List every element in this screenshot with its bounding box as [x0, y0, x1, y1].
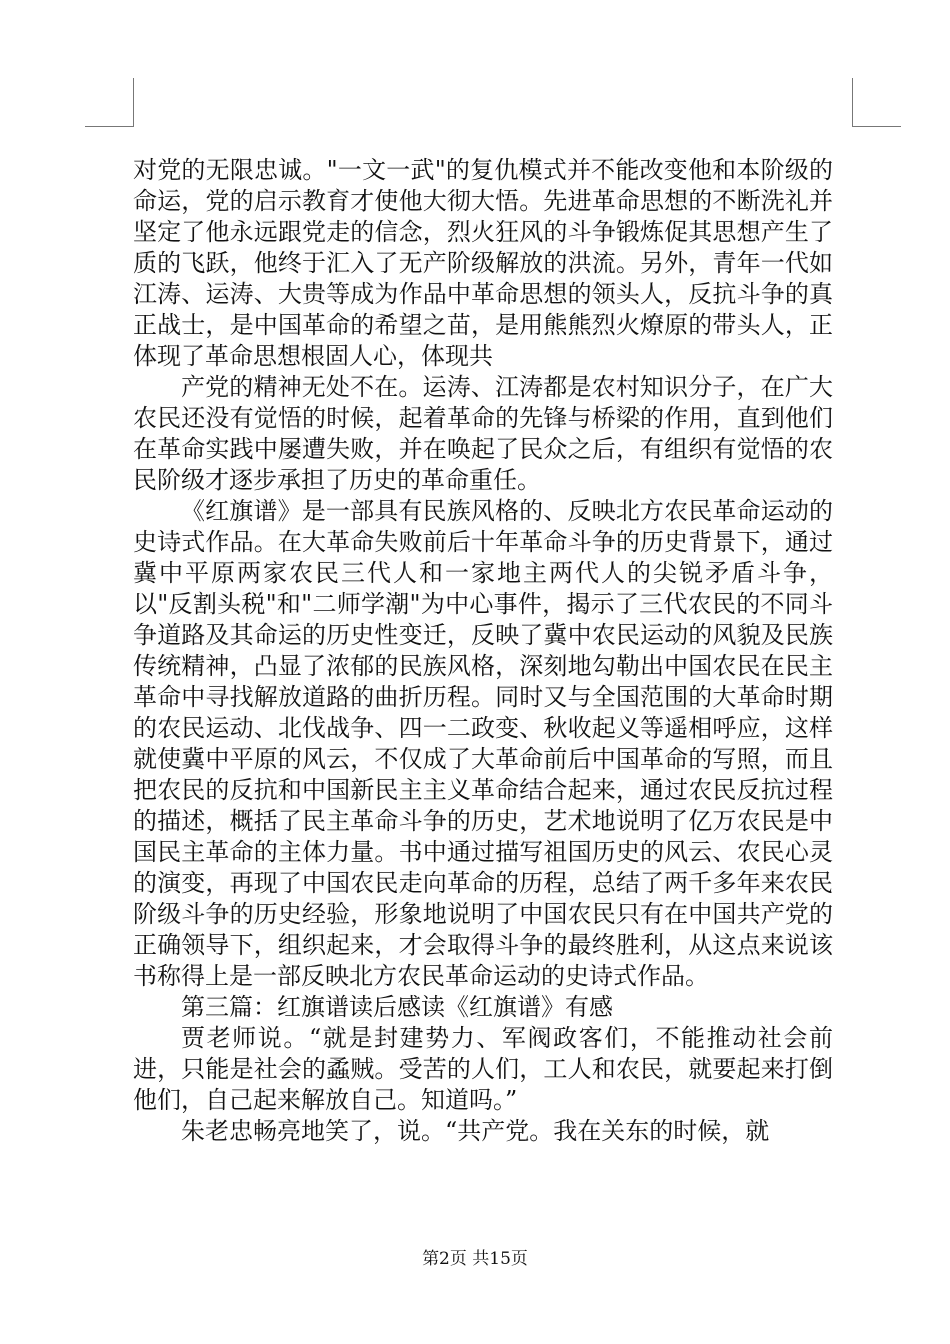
paragraph: 对党的无限忠诚。"一文一武"的复仇模式并不能改变他和本阶级的命运，党的启示教育才使他大彻大悟。先进革命思想的不断洗礼并坚定了他永远跟党走的信念，烈火狂风的斗争锻炼促其思想产生了质的飞跃，他终于汇入了无产阶级解放的洪流。另外，青年一代如江涛、运涛、大贵等成为作品中革命思想的领头人，反抗斗争的真正战士，是中国革命的希望之苗，是用熊熊烈火燎原的带头人，正体现了革命思想根固人心，体现共 [133, 156, 833, 370]
paragraph: 《红旗谱》是一部具有民族风格的、反映北方农民革命运动的史诗式作品。在大革命失败前后十年革命斗争的历史背景下，通过冀中平原两家农民三代人和一家地主两代人的尖锐矛盾斗争，以"反割头税"和"二师学潮"为中心事件，揭示了三代农民的不同斗争道路及其命运的历史性变迁，反映了冀中农民运动的风貌及民族传统精神，凸显了浓郁的民族风格，深刻地勾勒出中国农民在民主革命中寻找解放道路的曲折历程。同时又与全国范围的大革命时期的农民运动、北伐战争、四一二政变、秋收起义等遥相呼应，这样就使冀中平原的风云，不仅成了大革命前后中国革命的写照，而且把农民的反抗和中国新民主主义革命结合起来，通过农民反抗过程的描述，概括了民主革命斗争的历史，艺术地说明了亿万农民是中国民主革命的主体力量。书中通过描写祖国历史的风云、农民心灵的演变，再现了中国农民走向革命的历程，总结了两千多年来农民阶级斗争的历史经验，形象地说明了中国农民只有在中国共产党的正确领导下，组织起来，才会取得斗争的最终胜利，从这点来说该书称得上是一部反映北方农民革命运动的史诗式作品。 [133, 497, 833, 990]
crop-mark-top-left [85, 78, 134, 127]
page-number-footer: 第2页 共15页 [422, 1249, 528, 1269]
paragraph: 朱老忠畅亮地笑了，说。“共产党。我在关东的时候，就 [181, 1117, 770, 1145]
paragraph: 产党的精神无处不在。运涛、江涛都是农村知识分子，在广大农民还没有觉悟的时候，起着革命的先锋与桥梁的作用，直到他们在革命实践中屡遭失败，并在唤起了民众之后，有组织有觉悟的农民阶级才逐步承担了历史的革命重任。 [133, 373, 833, 494]
crop-mark-top-right [852, 78, 901, 127]
section-heading: 第三篇：红旗谱读后感读《红旗谱》有感 [181, 993, 613, 1021]
paragraph: 贾老师说。“就是封建势力、军阀政客们，不能推动社会前进，只能是社会的蟊贼。受苦的人们，工人和农民，就要起来打倒他们，自己起来解放自己。知道吗。” [133, 1024, 833, 1114]
document-body [133, 155, 833, 1147]
